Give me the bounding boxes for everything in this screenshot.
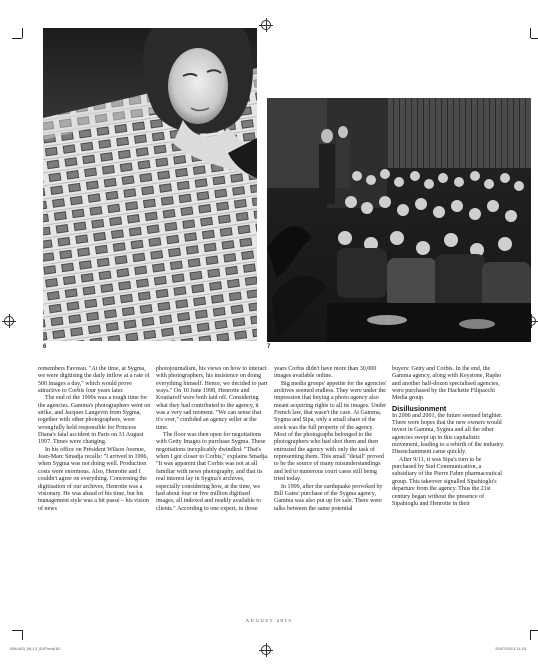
text-column-2 [156,366,269,513]
body-paragraph: In his office on Président Wilson Avenue, Jean-Marc Smadja recalls: "I arrived in 1996, when Sygma was not doing well. Production costs were enormous. Also, Henrotte and I couldn't agree on everything. Concerning the digitisation of our archives, Henrotte was a visionary. He was ahead of his time, but his management style was a bit passé – his vision of news [38,446,149,512]
crop-mark [530,630,531,640]
section-heading: Disillusionment [392,403,447,413]
figure-number: 7 [267,344,271,350]
text-column-3 [274,366,387,513]
body-paragraph: Big media groups' appetite for the agencies' archives seemed endless. They were under the impression that buying a photo agency also meant acquiring rights to all its images. Under French law, that wasn't the case. At Gamma, Sygma and Sipa, only a small share of the stock was the full property of the agency. Most of the photographs belonged to the photographers who had shot them and then entrusted the agency with only the task of representing them. This small "detail" proved to be the source of many misunderstandings and led to numerous court cases still being tried today. [274,380,387,483]
body-paragraph: After 9/11, it was Sipa's turn to be purchased by Sud Communication, a subsidiary of the Pierre Fabre pharmaceutical group. This takeover signalled Sipahioglu's departure from the agency. Thus the 21st century began without the presence of Sipahioglu and Henrotte in their [392,456,502,507]
body-paragraph: years Corbis didn't have more than 30,000 images available online. [274,366,377,380]
body-paragraph: The end of the 1990s was a tough time for the agencies. Gamma's photographers went on strike, and Jacques Langevin from Sygma, together with other photographers, were wrongfully held responsible for Princess Diana's fatal accident in Paris on 31 August 1997. Times were changing. [38,395,151,446]
body-paragraph: remembers Favreau. "At the time, at Sygma, we were digitising the daily inflow at a rate of 500 images a day," which would prove attractive to Corbis four years later. [38,366,150,395]
registration-mark-icon [261,20,271,30]
print-slug-date: 25/07/2013 11:15 [495,646,526,651]
photo-group-photographers [267,98,531,342]
print-slug-file: 056-063_06-13_BJP.indd 62 [10,646,61,651]
figure-number: 6 [43,344,47,350]
crop-mark [531,630,538,631]
crop-mark [22,28,23,38]
text-column-1 [38,366,151,513]
registration-mark-icon [4,316,14,326]
crop-mark [12,630,22,631]
body-paragraph: In 2000 and 2001, the future seemed brighter. There were hopes that the new owners would invest in Gamma, Sygma and all the other agencies swept up in this capitalistic movement, leading to a rebirth of the industry. Disenchantment came quickly. [392,412,505,456]
body-paragraph: In 1999, after the earthquake provoked by Bill Gates' purchase of the Sygma agency, Gamma was also put up for sale. There were talks between the same potential [274,483,383,512]
crop-mark [531,38,538,39]
registration-mark-icon [261,645,271,655]
crop-mark [22,630,23,640]
crop-mark [12,38,22,39]
crop-mark [530,28,531,38]
text-column-4 [392,366,505,508]
body-paragraph: The floor was then open for negotiations with Getty Images to purchase Sygma. These negotiations inexplicably dwindled. "That's when I got closer to Corbis," explains Smadja. "It was apparent that Corbis was not at all familiar with news photography, and that its real interest lay in Sygma's archives, especially considering how, at the time, we had about four or five million digitised images, all indexed and readily available to clients." According to one expert, in those [156,432,269,512]
body-paragraph: photojournalism, his views on how to interact with photographers, his insistence on doing everything himself. Hence, we decided to part ways." On 10 June 1998, Henrotte and Koutiaroff were both laid off. Considering what they had contributed to the agency, it was a very sad moment. "We can sense that it's over," confided an agency seller at the time. [156,366,268,431]
body-paragraph: buyers: Getty and Corbis. In the end, the Gamma agency, along with Keystone, Rapho and another half-dozen specialised agencies, were purchased by the Hachette Filipacchi Media group. [392,366,502,402]
photo-woman-slides [43,28,257,341]
page-folio: AUGUST 2013 [245,618,293,623]
